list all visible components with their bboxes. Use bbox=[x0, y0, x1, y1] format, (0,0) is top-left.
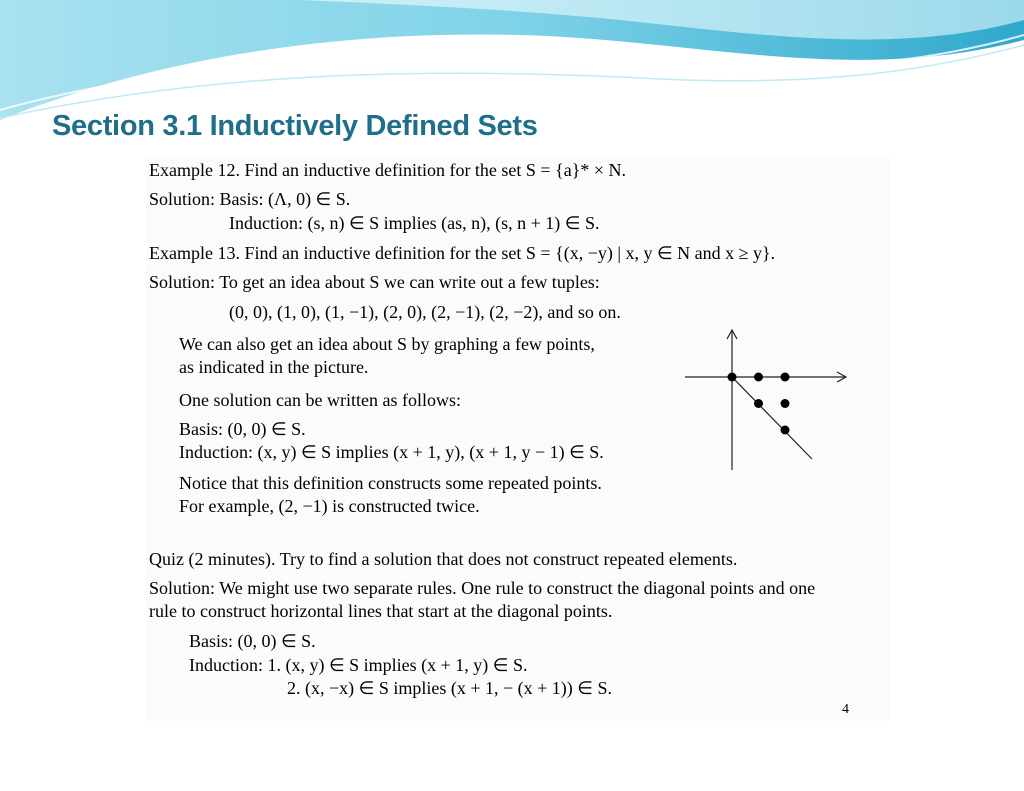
lattice-point bbox=[728, 373, 737, 382]
quiz-text: Quiz (2 minutes). Try to find a solution that does not construct repeated elements. bbox=[149, 549, 738, 569]
lattice-point bbox=[781, 373, 790, 382]
induction-text: Induction: (x, y) ∈ S implies (x + 1, y), (x + 1, y − 1) ∈ S. bbox=[179, 442, 604, 462]
lattice-points-figure bbox=[680, 325, 855, 475]
lattice-point bbox=[754, 373, 763, 382]
solution-basis-text: Solution: Basis: (Λ, 0) ∈ S. bbox=[149, 189, 351, 209]
lattice-point bbox=[781, 399, 790, 408]
solution-intro-text: One solution can be written as follows: bbox=[179, 390, 461, 410]
solution-induction-text: Induction: (s, n) ∈ S implies (as, n), (s, n + 1) ∈ S. bbox=[229, 213, 600, 233]
notice-text-2: For example, (2, −1) is constructed twice. bbox=[179, 496, 480, 516]
lattice-point bbox=[781, 426, 790, 435]
quiz-solution-text-2: rule to construct horizontal lines that start at the diagonal points. bbox=[149, 601, 613, 621]
solution-13-text: Solution: To get an idea about S we can write out a few tuples: bbox=[149, 272, 600, 292]
quiz-solution-text: Solution: We might use two separate rules. One rule to construct the diagonal points and one bbox=[149, 578, 816, 598]
example-13-text: Example 13. Find an inductive definition for the set S = {(x, −y) | x, y ∈ N and x ≥ y}. bbox=[149, 243, 776, 263]
quiz-basis-text: Basis: (0, 0) ∈ S. bbox=[189, 631, 316, 651]
slide-title: Section 3.1 Inductively Defined Sets bbox=[52, 110, 538, 142]
graphing-text-2: as indicated in the picture. bbox=[179, 357, 369, 377]
basis-text: Basis: (0, 0) ∈ S. bbox=[179, 419, 306, 439]
example-12-text: Example 12. Find an inductive definition for the set S = {a}* × N. bbox=[149, 160, 626, 180]
lattice-point bbox=[754, 399, 763, 408]
diagonal-line bbox=[732, 377, 812, 459]
tuples-text: (0, 0), (1, 0), (1, −1), (2, 0), (2, −1), (2, −2), and so on. bbox=[229, 302, 621, 322]
graphing-text: We can also get an idea about S by graphing a few points, bbox=[179, 334, 595, 354]
page-number: 4 bbox=[842, 702, 849, 717]
quiz-induction-rule-2: 2. (x, −x) ∈ S implies (x + 1, − (x + 1)) ∈ S. bbox=[287, 678, 612, 698]
notice-text: Notice that this definition constructs some repeated points. bbox=[179, 473, 602, 493]
quiz-induction-rule-1: Induction: 1. (x, y) ∈ S implies (x + 1, y) ∈ S. bbox=[189, 655, 528, 675]
